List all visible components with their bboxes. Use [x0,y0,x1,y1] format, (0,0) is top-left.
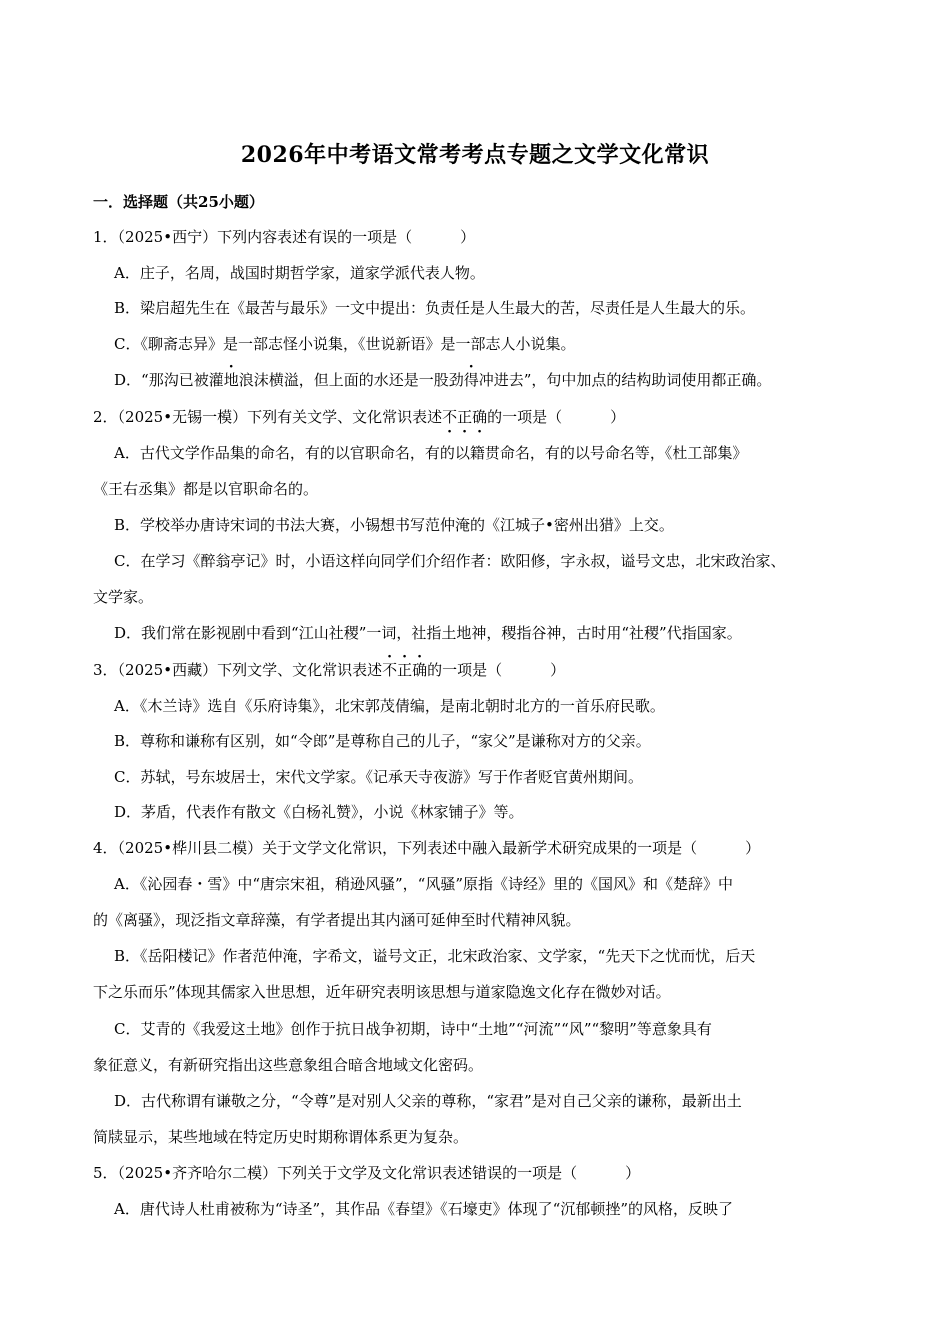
emphasis-dot-char: 确 [472,408,488,426]
emphasis-dot-char: 不 [382,661,398,679]
question-4-option-d-cont: 简牍显示，某些地域在特定历史时期称谓体系更为复杂。 [93,1128,469,1146]
question-1-option-a: A．庄子，名周，战国时期哲学家，道家学派代表人物。 [114,264,485,282]
question-1-option-b: B．梁启超先生在《最苦与最乐》一文中提出：负责任是人生最大的苦，尽责任是人生最大的乐。 [114,299,756,317]
question-3-option-c: C．苏轼，号东坡居士，宋代文学家。《记承天寺夜游》写于作者贬官黄州期间。 [114,768,643,786]
question-5-stem: 5．（2025•齐齐哈尔二模）下列关于文学及文化常识表述错误的一项是（ ） [93,1164,641,1182]
question-1-option-d: D．“那沟已被灌地浪沫横溢，但上面的水还是一股劲得冲进去”，句中加点的结构助词使用都正确。 [114,371,772,389]
question-4-stem: 4．（2025•桦川县二模）关于文学文化常识，下列表述中融入最新学术研究成果的一项是（ ） [93,839,761,857]
emphasis-dot-char: 得 [463,371,479,389]
section-heading: 一．选择题（共25小题） [93,193,264,211]
emphasis-dot-char: 正 [397,661,413,679]
question-4-option-c-cont: 象征意义，有新研究指出这些意象组合暗含地域文化密码。 [93,1056,484,1074]
page-title: 2026年中考语文常考考点专题之文学文化常识 [240,142,710,168]
emphasis-dot-char: 确 [412,661,428,679]
question-4-option-a: A．《沁园春・雪》中“唐宗宋祖，稍逊风骚”，“风骚”原指《诗经》里的《国风》和《楚辞》中 [114,875,734,893]
question-4-option-c: C．艾青的《我爱这土地》创作于抗日战争初期，诗中“土地”“河流”“风”“黎明”等意象具有 [114,1020,712,1038]
question-4-option-d: D．古代称谓有谦敬之分，“令尊”是对别人父亲的尊称，“家君”是对自己父亲的谦称，最新出土 [114,1092,742,1110]
question-3-option-a: A．《木兰诗》选自《乐府诗集》，北宋郭茂倩编，是南北朝时北方的一首乐府民歌。 [114,697,665,715]
question-4-option-b: B．《岳阳楼记》作者范仲淹，字希文，谥号文正，北宋政治家、文学家，“先天下之忧而忧，后天 [114,947,756,965]
question-2-option-c-cont: 文学家。 [93,588,154,606]
question-5-option-a: A．唐代诗人杜甫被称为“诗圣”，其作品《春望》《石壕吏》体现了“沉郁顿挫”的风格，反映了 [114,1200,734,1218]
emphasis-dot-char: 不 [442,408,458,426]
emphasis-dot-char: 地 [223,371,239,389]
question-2-stem: 2．（2025•无锡一模）下列有关文学、文化常识表述不正确的一项是（ ） [93,408,626,426]
question-3-stem: 3．（2025•西藏）下列文学、文化常识表述不正确的一项是（ ） [93,661,566,679]
question-2-option-c: C．在学习《醉翁亭记》时，小语这样向同学们介绍作者：欧阳修，字永叔，谥号文忠，北宋政治家、 [114,552,786,570]
question-2-option-a: A．古代文学作品集的命名，有的以官职命名，有的以籍贯命名，有的以号命名等，《杜工部集》 [114,444,748,462]
question-3-option-d: D．茅盾，代表作有散文《白杨礼赞》，小说《林家铺子》等。 [114,803,524,821]
question-2-option-a-cont: 《王右丞集》都是以官职命名的。 [93,480,319,498]
question-4-option-b-cont: 下之乐而乐”体现其儒家入世思想，近年研究表明该思想与道家隐逸文化存在微妙对话。 [93,983,671,1001]
question-2-option-d: D．我们常在影视剧中看到“江山社稷”一词，社指土地神，稷指谷神，古时用“社稷”代指国家。 [114,624,742,642]
question-2-option-b: B．学校举办唐诗宋词的书法大赛，小锡想书写范仲淹的《江城子•密州出猎》上交。 [114,516,674,534]
question-3-option-b: B．尊称和谦称有区别，如“令郎”是尊称自己的儿子，“家父”是谦称对方的父亲。 [114,732,651,750]
question-4-option-a-cont: 的《离骚》，现泛指文章辞藻，有学者提出其内涵可延伸至时代精神风貌。 [93,911,581,929]
question-1-option-c: C．《聊斋志异》是一部志怪小说集，《世说新语》是一部志人小说集。 [114,335,576,353]
emphasis-dot-char: 正 [457,408,473,426]
question-1-stem: 1．（2025•西宁）下列内容表述有误的一项是（ ） [93,228,476,246]
